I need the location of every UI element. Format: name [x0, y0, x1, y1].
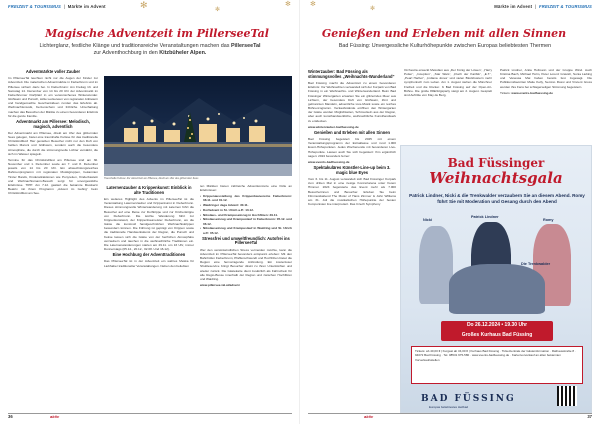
article-column-1	[308, 68, 396, 406]
article-heading: Genießen und Erleben mit allen Sinnen	[314, 129, 390, 135]
article-heading: Adventmärkte voller Zauber	[25, 69, 81, 74]
article-heading: Eine Hochburg der Adventtraditionen	[112, 252, 186, 258]
article-column-1	[8, 68, 98, 406]
article-heading: Adventmarkt am Pillersee: Melodisch, magisch, adventlich	[16, 118, 90, 129]
article-paragraph: Ein weiteres Highlight des Advents im PillerseeTal ist die Veranstaltung Laternenzauber und Krippenkunst in Fieberbrunn. Dieses stimmungsvolle Winterwanderung mit Laternen führt die Besucher auf eine Reise zur Dorfkrippe und zur Kirchenkrippe von Fieberbrunn. Die leichte Wanderung führt zur Krippenkunstwelt, der Krippenbaumeister Fieberbrunn, wo die Gäste die kunstvoll handgeschnitzten Weihnachtskrippen bewundern können. Die Führung ist geprägt von Krippen sowie die traditionelle Handwerkskunst der Region, die Punsch und Kekse lassen sich die Gäste von der herrlichen Atmosphäre verzaubern und tauchen in die weihnachtliche Traditionen ein. Die Laternenwanderungen starten am 29.11. um 16 Uhr, immer Donnerstags (05.12., 20.12., 02.08. Und 16.12).	[104, 197, 194, 251]
article-paragraph: Im PillerseeTal leuchten nicht nur die Augen der Kinder zur Adventzeit. Die malerischen Adventmärkte in Fieberbrunn und im Pillersee sichern dazu bei. In Fieberbrunn: Am Freitag 13. und Samstag 14. Dezember von 14 bis 20 Uhr der Adventmarkt im Fieberbrunner Dorfplatz in ein verwunschenes Winterwunder. Glühwein und Punsch, süße Leckereien von regionalen Anbietern und handgemachte Geschenkideen runden das Erlebnis ab. Weihnachtsmusik, Kerzenschein und fröhliche Unterhaltung machen das Besuchen der Märkte zu einem besonderen Erlebnis für die ganze Familie.	[8, 76, 98, 118]
page-subheadline: Bad Füssing: Unvergessliche Kulturhöhepunkte zwischen Europas beliebtesten Thermen	[338, 43, 552, 49]
performer-name: Romy	[543, 218, 554, 222]
article-paragraph: Patrick Lindner, Anita Hofmann und der Gruppe Wind. Auch Kristina Bach, Michael Holm, Peter Lorenz Gravish, Sonia Liebing und Vanessa Mai haben bereits fest zugesagt. Die Publikumsfavoriten Maite Kelly, Semino Rossi und Vincent Gross werden ihre Fans bei schlagerseligen Stimmung begeistern.	[500, 68, 592, 89]
snowflake-icon: ✻	[215, 7, 221, 13]
article-paragraph: Der Adventmarkt am Pillersee, direkt am Ufer des glitzernden Sees gelegen, bietet eine traumhafte Kulisse für das traditionelle Christkindlfest! Hier genießen Besucher nicht nur den Duft von heißen Maroni und Glühwein, sondern auch die besondere Atmosphäre, die durch die stimmungsvolle Lichter verstärkt, die sich im Wasser spiegeln.	[8, 130, 98, 156]
article-paragraph: Bad Füssing macht die Adventzeit zu einem besonderen Erlebnis: Vor Weihnachten verwandelt sich der Kurpark von Bad Füssing in ein Weihnachts- und Winterwunderland. Beim Bad Füssinger Wintergarten erwarten Sie ein glitzerndes Meer aus Lichtern, der besondere Duft von Glühwein, Zimt und gebrannten Mandeln, adventliche Live-Musik sowie ein reiches Bühnenrogramm. Verkaufsstände eröffnen den Wintergarten der Gäste werden Möglichkeiten, Schmuckeln aus der Region, aber auch kunsthandwerkliche, weihnachtliche Kunsthandwerk zu entdecken.	[308, 81, 396, 123]
page-headline: Genießen und Erleben mit allen Sinnen	[321, 27, 567, 40]
section-label: FREIZEIT & TOURISMUS	[538, 4, 592, 9]
event-list	[200, 194, 292, 234]
web-link[interactable]: www.pillersee-tal.at/advent	[200, 283, 240, 288]
article-paragraph: Orchestra erweckt Melodien aus „Der König der Löwen“, „Harry Potter“, „Inception“, „Star Wars“, „Fluch der Karibik“, „E.T.“, „Pearl Harbor“, „Indiana Jones“ und vielen Blockbustern mehr symphonisch zum Leben. Am 1. August stehen die Münchner Freiheit und die Rocker. ß Bad Füssing auf der Open-Air-Bühne. Die große 80Erfolgsparty steigt am 2. August. Gespielt sind Auftritte von Klay de Berg,	[404, 68, 492, 97]
web-link[interactable]: www.events-badfuessing.de	[308, 159, 350, 164]
right-page	[300, 0, 600, 424]
footer-divider	[8, 413, 292, 414]
article-heading: Spektakuläres Künstler-Line-up beim 3. magic blue Eyes	[313, 165, 391, 175]
snowflake-icon: ✻	[370, 6, 376, 12]
ad-artists-text: Patrick Lindner, Nicki & die Trenkwalder verzaubern Sie an diesem Abend. Romy führt Sie mit Moderation und Gesang durch den Abend	[409, 193, 585, 204]
article-heading: Laternenzauber & Krippenkunst: Einblick in alte Traditionen	[106, 185, 192, 195]
bad-fuessing-logo: BAD FÜSSING	[421, 394, 516, 404]
page-number: 37	[587, 414, 592, 419]
web-link[interactable]: www.events-badfuessing.de	[511, 90, 553, 95]
magazine-brand: aktiv	[364, 414, 374, 419]
magazine-brand: aktiv	[50, 414, 60, 419]
article-paragraph: ten Märkten bieten zahlreiche Adventkonzerte eine Fülle an Erlebnissen:	[200, 184, 292, 193]
article-heading: Stressfrei und umweltfreundlich: Autofrei ins PillerseeTal	[202, 235, 290, 246]
article-paragraph: Vom 6. bis 11. August verwandelt sich Bad Füssinger Kurpark zum dritten Mal in eine riesige Konzertarena unter freiem Himmel. 2024 begeisterte das Event mehr als 7.000 Besucherinnen und Besucher. Erleben Sie beim Filmmusikabend The Music of Hans Zimmer & John Williams am 31. Juli die musikalischen Höhepunkte der besten Komponisten live interpretiert. Das Czech Symphony	[308, 177, 396, 207]
performer-photo	[419, 226, 453, 304]
tickets-label: Tickets:	[500, 90, 511, 95]
photo-caption: Traumhafte Kulisse: Zur Adventzeit am Pillersee, direkt am Ufer des glitzernden Sees	[104, 177, 199, 180]
list-item: • Nikolauseinzug und Krampuslauf in Waidring und St. Ulrich a.P.: 05.12.	[200, 226, 292, 234]
article-column-2	[404, 68, 492, 142]
list-item: • Dorfadvent in St. Ulrich a.P.: 10.12.	[200, 208, 292, 212]
ad-title-script: Weihnachtsgala	[429, 169, 563, 187]
performer-name: Patrick Lindner	[471, 215, 499, 219]
snowflake-icon: ✻	[140, 0, 148, 10]
article-column-3	[500, 68, 592, 142]
running-header: FREIZEIT & TOURISMUS | Märkte im Advent	[8, 4, 106, 9]
ticket-info: Tickets: ab 40,00 € | Kurgast ab 34,00 € | Kurhaus Bad Füssing · Ticketzentrale der Gästeinformation · Rathausstraße 8 · 94072 Bad Füssing · Tel. 08531 975-580 · www.events-badfuessing.de · Kartenvorverkauf an allen bekannten Vorverkaufsstellen	[411, 346, 583, 384]
article-column-3	[200, 184, 292, 406]
event-date: Do 26.12.2024 • 19.30 Uhr	[466, 322, 528, 328]
ad-title: Bad Füssinger	[447, 156, 545, 170]
event-date-banner	[441, 321, 553, 341]
section-label: FREIZEIT & TOURISMUS	[8, 4, 62, 9]
list-item: • Nikolauseinzug und Krampuslauf in Fieberbrunn: 05.12. und 06.12.	[200, 217, 292, 225]
performer-name: Nicki	[423, 218, 433, 222]
section-topic: Märkte im Advent	[67, 4, 106, 9]
article-heading: Winterzauber: Bad Füssing als stimmungsvolles „Weihnachts-Wunderland“	[308, 69, 395, 79]
article-paragraph: Termine für das Christkindlfest am Pillersee sind am 30. November und 1. Dezember sowie am 7. und 8. Dezember jeweils von 14 bis 20 Uhr. Ein abwechslungsreiches Rahmenprogramm mit regionalen Musikgruppen, bekannten Tiroler Bands, Kinderattraktionen wie Ponyreiten, Kinderbasteln und Weihnachtsmann-Besuch sorgt für unvergessliche Erlebnisse. TIPP: Am 7.12. gastiert die bekannte Musikerin Beatrix mit ihrem Programm „Advent im Gebirg“ beim Christkindlfest am See.	[8, 157, 98, 196]
web-link[interactable]: www.winterzauber-badfuessing.de	[308, 124, 359, 129]
article-paragraph: Das PillerseeTal ist in der Adventzeit ein wahres Mekka für Liebhaber traditioneller Veranstaltungen. Neben den beliebten	[104, 259, 194, 268]
footer-divider	[308, 413, 592, 414]
page-headline: Magische Adventzeit im PillerseeTal	[45, 27, 269, 40]
gala-advertisement	[400, 145, 592, 413]
event-venue: Großes Kurhaus Bad Füssing	[461, 331, 533, 338]
section-topic: Märkte im Advent	[494, 4, 533, 9]
page-subheadline: Lichterglanz, festliche Klänge und traditionsreiche Veranstaltungen machen das PillerseeTal zur Adventhochburg in den Kitzbüheler Alpen.	[39, 43, 261, 57]
ad-performer-photos	[401, 215, 591, 278]
article-paragraph: Wer den verwinkelndlichen Stress vermeiden möchte, kann die Adventzeit im PillerseeTal besonders entspannt erleben: Mit den Bahnhöfen Fieberbrunn, Pfaffenschwendt und Hochfilzen bietet die Region eine hervorragende Anbindung. Ein kostenloser Shuttleservice bringt Besucher direkt zu ihren Unterkünften und wieder zurück. Die Gästekarte dient zusätzlich als Fahrschein für alle Regio-Busse innerhalb der Region und zwischen Hochfilzen und Waidring.	[200, 247, 292, 281]
running-header: Märkte im Advent | FREIZEIT & TOURISMUS	[494, 4, 592, 9]
qr-code[interactable]	[557, 386, 577, 406]
list-item: • Krippenausstellung des Krippenbauvereins Fieberbrunn: 08.11. und 01.12.	[200, 194, 292, 202]
snowflake-icon: ✻	[310, 1, 316, 8]
list-item: • Waidringer Jaga Advent: 30.11.	[200, 203, 292, 207]
performer-group-photo	[449, 264, 545, 314]
article-paragraph: Bad Füssing begeistert bis 2025 mit einem Veranstaltungsprogramm der Extraklasse und rund 1.000 Event-Höhepunkten. Jedes Wochenende mit besonderen Live-Höhepunkte. Lassen auch Sie sich begeistert: Ihm ergänzlich sagen: 2024 besonders ferner:	[308, 137, 396, 158]
performer-name: Die Trenkwalder	[521, 262, 551, 266]
logo-tagline: Europas beliebtestes Heilbad	[429, 405, 469, 409]
article-column-2	[104, 184, 194, 406]
page-number: 36	[8, 414, 13, 419]
snowflake-icon: ✻	[285, 1, 291, 8]
advent-market-photo	[104, 76, 292, 176]
list-item: • Nikolaus- und Krampuseinzug in Hochfilzen: 29.11.	[200, 213, 292, 217]
